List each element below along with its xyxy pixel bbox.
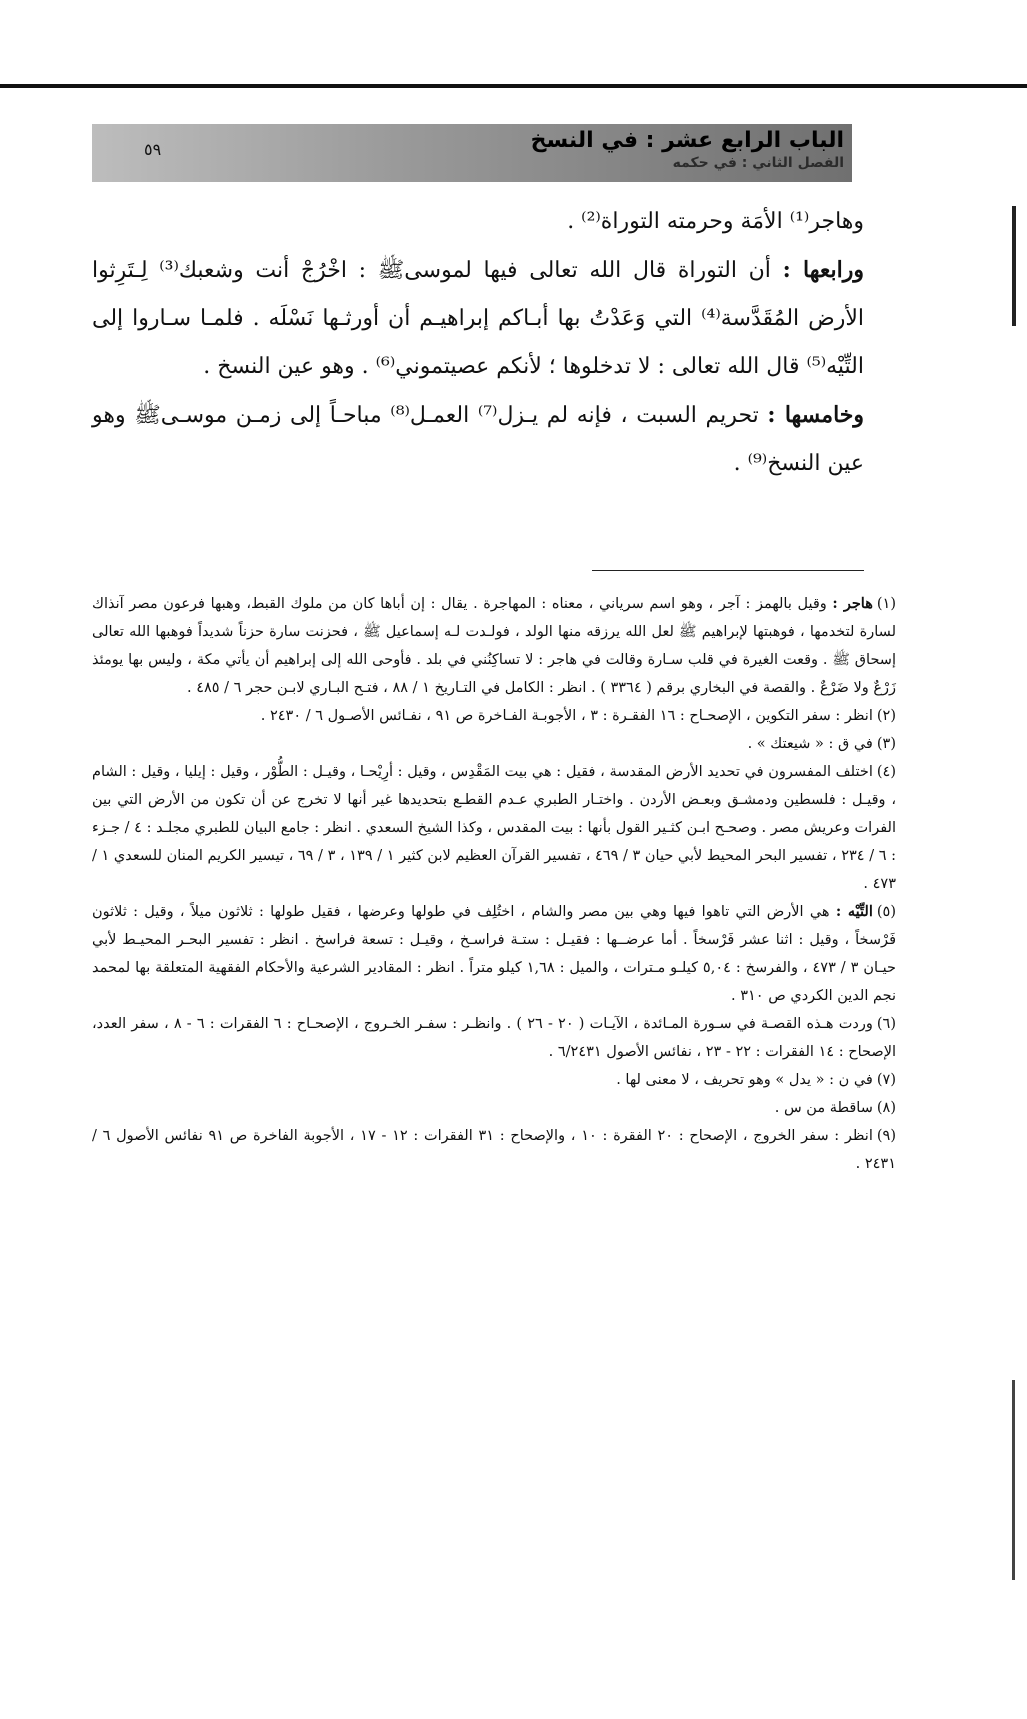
- footnote-number: (٧): [876, 1072, 896, 1088]
- footnote-text: ساقطة من س .: [774, 1100, 873, 1116]
- page-number: ٥٩: [144, 140, 162, 159]
- footnote-text: في ن : « يدل » وهو تحريف ، لا معنى لها .: [616, 1072, 873, 1088]
- footnote-lead: التِّيْه :: [835, 903, 873, 920]
- main-text: [92, 198, 864, 488]
- footnote-text: انظر : سفر التكوين ، الإصحـاح : ١٦ الفقـرة : ٣ ، الأجوبـة الفـاخرة ص ٩١ ، نفـائس الأصـول ٦ / ٢٤٣٠ .: [260, 708, 873, 724]
- footnote-number: (٦): [876, 1016, 896, 1032]
- footnote: [92, 590, 896, 702]
- top-rule: [0, 84, 1027, 88]
- paragraph-1: وهاجر⁽¹⁾ الأمَة وحرمته التوراة⁽²⁾ .: [567, 209, 864, 234]
- footnote-text: وقيل بالهمز : آجر ، وهو اسم سرياني ، معناه : المهاجرة . يقال : إن أباها كان من ملوك القبط، وهبها فرعون مصر آنذاك لسارة لتخدمها ، فوهبتها لإبراهيم ﷺ لعل الله يرزقه منها الولد ، فولـدت لـه إسماعيل ﷺ ، فحزنت سارة حزناً شديداً فوهبها الله تعالى إسحاق ﷺ . وقعت الغيرة في قلب سـارة وقالت في هاجر : لا تساكِنُني في بلد . فأوحى الله إلى إبراهيم أن يأتي مكة ، وليس بها يومئذ زَرْعٌ ولا ضَرْعٌ . والقصة في البخاري برقم ( ٣٣٦٤ ) . انظر : الكامل في التـاريخ ١ / ٨٨ ، فتـح البـاري لابـن حجر ٦ / ٤٨٥ .: [92, 596, 896, 696]
- footnote-text: اختلف المفسرون في تحديد الأرض المقدسة ، فقيل : هي بيت المَقْدِس ، وقيل : أرِيْحـا ، وقيـل : الطُّوْر ، وقيل : إيليا ، وقيل : الشام ، وقيـل : فلسطين ودمشـق وبعـض الأردن . واختـار الطبري عـدم القطـع بتحديدها غير أنها لا تخرج عن أن تكون من الأرض التي بين الفرات وعريش مصر . وصحـح ابـن كثـير القول بأنها : بيت المقدس ، وكذا الشيخ السعدي . انظر : جامع البيان للطبري مجلـد : ٤ / جـزء : ٦ / ٢٣٤ ، تفسير البحر المحيط لأبي حيان ٣ / ٤٦٩ ، تفسير القرآن العظيم لابن كثير ١ / ١٣٩ ، ٣ / ٦٩ ، تيسير الكريم المنان للسعدي ١ / ٤٧٣ .: [92, 764, 896, 892]
- header-text: [531, 128, 844, 172]
- paragraph-3: [92, 391, 864, 488]
- footnote: [92, 730, 896, 758]
- margin-mark: [1012, 206, 1016, 326]
- footnote-text: في ق : « شيعتك » .: [747, 736, 873, 752]
- footnote: [92, 758, 896, 898]
- footnote-number: (٢): [876, 708, 896, 724]
- paragraph-2: [92, 246, 864, 391]
- section-subtitle: الفصل الثاني : في حكمه: [672, 155, 844, 171]
- footnote: [92, 702, 896, 730]
- footnote: [92, 1094, 896, 1122]
- chapter-header: [92, 124, 852, 182]
- chapter-title: الباب الرابع عشر : في النسخ: [530, 128, 844, 153]
- footnote-number: (٩): [876, 1128, 896, 1144]
- footnote-text: انظر : سفر الخروج ، الإصحاح : ٢٠ الفقرة : ١٠ ، والإصحاح : ٣١ الفقرات : ١٢ - ١٧ ، الأجوبة الفاخرة ص ٩١ نفائس الأصول ٦ / ٢٤٣١ .: [92, 1128, 896, 1172]
- paragraph-3-lead: وخامسها :: [767, 402, 865, 428]
- paragraph-3-text: تحريم السبت ، فإنه لم يـزل⁽⁷⁾ العمـل⁽⁸⁾ مباحـاً إلى زمـن موسـىﷺ وهو عين النسخ⁽⁹⁾ .: [92, 403, 864, 476]
- footnote: [92, 1122, 896, 1178]
- footnote: [92, 1010, 896, 1066]
- footnote-number: (٤): [876, 764, 896, 780]
- paragraph-2-text: أن التوراة قال الله تعالى فيها لموسىﷺ : اخْرُجْ أنت وشعبك⁽³⁾ لِـتَرِثوا الأرض المُقَدَّسة⁽⁴⁾ التي وَعَدْتُ بها أبـاكم إبراهيـم أن أورثـها نَسْلَه . فلمـا سـاروا إلى التِّيْه⁽⁵⁾ قال الله تعالى : لا تدخلوها ؛ لأنكم عصيتموني⁽⁶⁾ . وهو عين النسخ .: [92, 258, 865, 379]
- footnote-divider: [592, 570, 864, 571]
- footnote-text: وردت هـذه القصـة في سـورة المـائدة ، الآيـات ( ٢٠ - ٢٦ ) . وانظـر : سفـر الخـروج ، الإصحـاح : ٦ الفقرات : ٦ - ٨ ، سفر العدد، الإصحاح : ١٤ الفقرات : ٢٢ - ٢٣ ، نفائس الأصول ٦/٢٤٣١ .: [92, 1016, 896, 1060]
- footnotes: [92, 590, 896, 1178]
- footnote: [92, 898, 896, 1010]
- footnote-lead: هاجر :: [832, 595, 873, 612]
- footnote-number: (٨): [876, 1100, 896, 1116]
- footnote-text: هي الأرض التي تاهوا فيها وهي بين مصر والشام ، اختُلِف في طولها وعرضها ، فقيل طولها : ثلاثون ميلاً ، وقيل : ثلاثون فَرْسخاً ، وقيل : اثنا عشر فَرْسخاً . أما عرضــها : فقيـل : ستـة فراسـخ ، وقيـل : تسعة فراسخ . انظر : تفسير البحـر المحيـط لأبي حيـان ٣ / ٤٧٣ ، والفرسخ : ٥,٠٤ كيلـو مـترات ، والميل : ١,٦٨ كيلو متراً . انظر : المقادير الشرعية والأحكام الفقهية المتعلقة بها لمحمد نجم الدين الكردي ص ٣١٠ .: [92, 904, 897, 1004]
- footnote-number: (٥): [876, 904, 896, 920]
- footnote: [92, 1066, 896, 1094]
- footnote-number: (٣): [876, 736, 896, 752]
- paragraph-2-lead: ورابعها :: [782, 257, 864, 283]
- margin-mark-lower: [1012, 1380, 1015, 1580]
- footnote-number: (١): [876, 596, 897, 612]
